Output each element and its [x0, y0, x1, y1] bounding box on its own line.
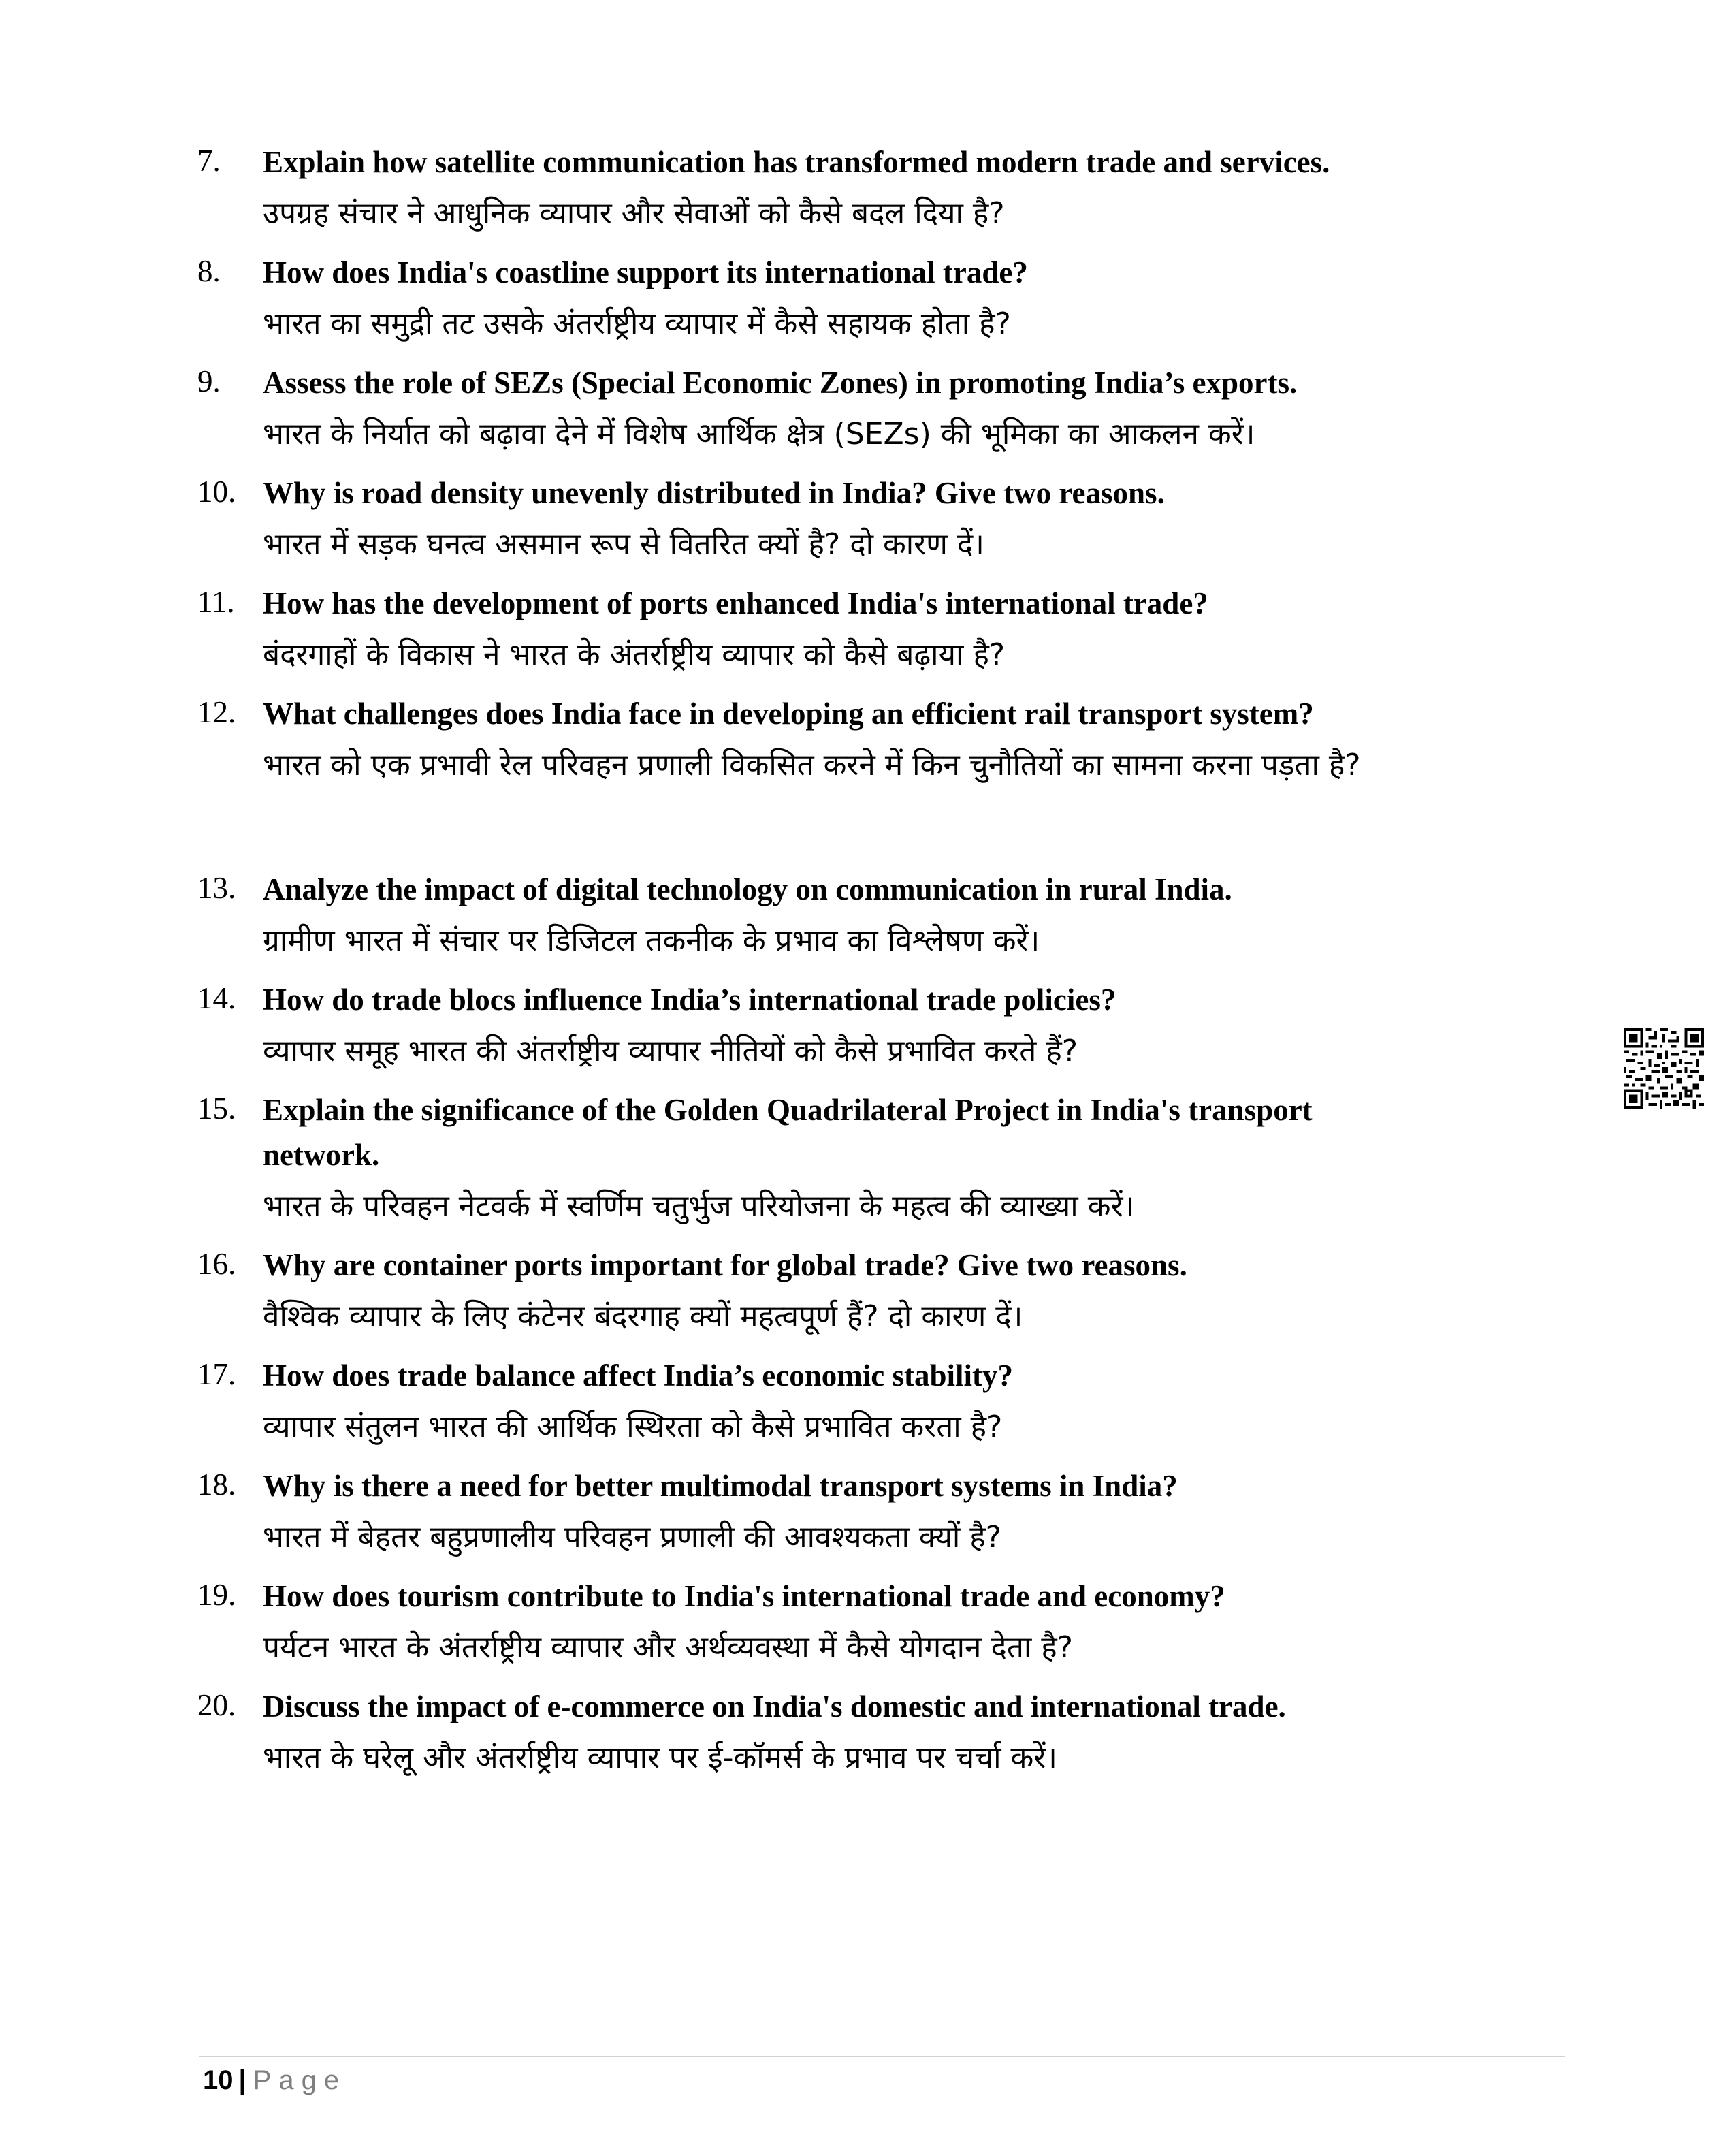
page-footer — [203, 2060, 347, 2101]
question-number: 9. — [197, 364, 221, 398]
question-number: 18. — [197, 1467, 236, 1502]
question-hindi: बंदरगाहों के विकास ने भारत के अंतर्राष्ट्रीय व्यापार को कैसे बढ़ाया है? — [263, 637, 1006, 672]
question-hindi: व्यापार संतुलन भारत की आर्थिक स्थिरता को कैसे प्रभावित करता है? — [263, 1410, 1003, 1444]
question-hindi: भारत के परिवहन नेटवर्क में स्वर्णिम चतुर्भुज परियोजना के महत्व की व्याख्या करें। — [263, 1189, 1135, 1224]
question-english: Why is road density unevenly distributed in India? Give two reasons. — [263, 476, 1165, 510]
qr-code-icon — [1624, 1028, 1704, 1109]
question-english: How do trade blocs influence India’s international trade policies? — [263, 983, 1116, 1017]
question-english: What challenges does India face in developing an efficient rail transport system? — [263, 697, 1314, 731]
question-number: 15. — [197, 1092, 236, 1126]
question-hindi: भारत का समुद्री तट उसके अंतर्राष्ट्रीय व्यापार में कैसे सहायक होता है? — [263, 306, 1011, 341]
question-number: 13. — [197, 871, 236, 905]
question-number: 8. — [197, 254, 221, 288]
footer-separator: | — [238, 2065, 246, 2095]
question-english: Explain how satellite communication has transformed modern trade and services. — [263, 145, 1330, 179]
question-hindi: पर्यटन भारत के अंतर्राष्ट्रीय व्यापार और अर्थव्यवस्था में कैसे योगदान देता है? — [263, 1630, 1073, 1665]
question-english: How does tourism contribute to India's international trade and economy? — [263, 1579, 1225, 1613]
question-english: Analyze the impact of digital technology on communication in rural India. — [263, 872, 1232, 906]
question-hindi: भारत में सड़क घनत्व असमान रूप से वितरित क्यों है? दो कारण दें। — [263, 527, 984, 562]
page-number: 10 — [203, 2065, 234, 2095]
question-english: Discuss the impact of e-commerce on India's domestic and international trade. — [263, 1689, 1286, 1723]
question-english: How has the development of ports enhanced India's international trade? — [263, 586, 1208, 620]
question-hindi: भारत को एक प्रभावी रेल परिवहन प्रणाली विकसित करने में किन चुनौतियों का सामना करना पड़ता है? — [263, 748, 1361, 782]
question-number: 17. — [197, 1357, 236, 1391]
question-hindi: उपग्रह संचार ने आधुनिक व्यापार और सेवाओं को कैसे बदल दिया है? — [263, 196, 1005, 231]
question-hindi: भारत के निर्यात को बढ़ावा देने में विशेष आर्थिक क्षेत्र (SEZs) की भूमिका का आकलन करें। — [263, 417, 1255, 451]
question-number: 20. — [197, 1688, 236, 1722]
question-hindi: भारत में बेहतर बहुप्रणालीय परिवहन प्रणाली की आवश्यकता क्यों है? — [263, 1520, 1002, 1555]
question-english: Why are container ports important for global trade? Give two reasons. — [263, 1248, 1187, 1282]
question-english: How does trade balance affect India’s economic stability? — [263, 1358, 1013, 1393]
question-english: How does India's coastline support its international trade? — [263, 255, 1028, 289]
question-english: Why is there a need for better multimodal transport systems in India? — [263, 1469, 1178, 1503]
question-english: Assess the role of SEZs (Special Economic Zones) in promoting India’s exports. — [263, 366, 1298, 400]
question-number: 7. — [197, 144, 221, 178]
question-english: Explain the significance of the Golden Quadrilateral Project in India's transport network. — [263, 1093, 1313, 1172]
question-number: 12. — [197, 695, 236, 729]
question-hindi: भारत के घरेलू और अंतर्राष्ट्रीय व्यापार पर ई-कॉमर्स के प्रभाव पर चर्चा करें। — [263, 1741, 1057, 1775]
question-number: 10. — [197, 475, 236, 509]
question-hindi: ग्रामीण भारत में संचार पर डिजिटल तकनीक के प्रभाव का विश्लेषण करें। — [263, 923, 1040, 958]
question-hindi: वैश्विक व्यापार के लिए कंटेनर बंदरगाह क्यों महत्वपूर्ण हैं? दो कारण दें। — [263, 1299, 1023, 1334]
page-label: Page — [253, 2065, 347, 2095]
question-number: 14. — [197, 981, 236, 1015]
footer-divider — [199, 2056, 1565, 2057]
question-hindi: व्यापार समूह भारत की अंतर्राष्ट्रीय व्यापार नीतियों को कैसे प्रभावित करते हैं? — [263, 1034, 1078, 1068]
question-number: 16. — [197, 1247, 236, 1281]
question-number: 19. — [197, 1578, 236, 1612]
question-number: 11. — [197, 585, 235, 619]
